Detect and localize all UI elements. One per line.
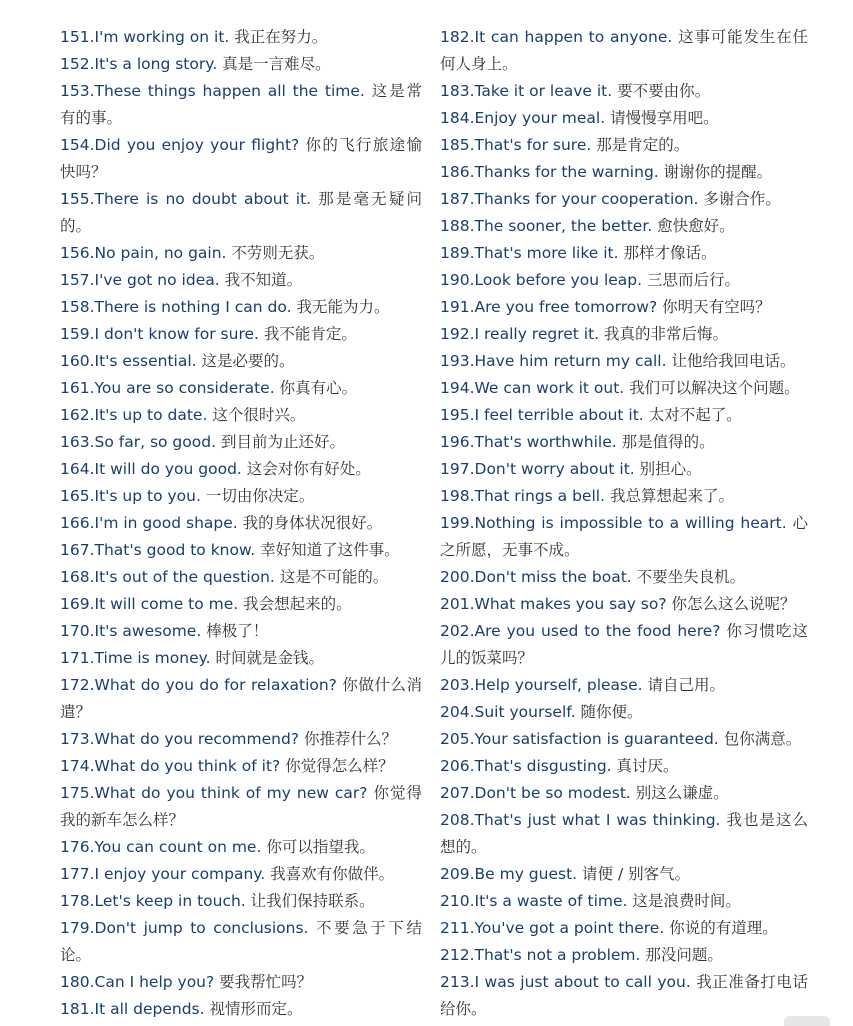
phrase-number: 197. bbox=[440, 460, 475, 478]
phrase-english: What makes you say so? bbox=[474, 595, 667, 613]
phrase-chinese: 一切由你决定。 bbox=[205, 487, 315, 505]
phrase-entry bbox=[440, 699, 808, 726]
phrase-number: 189. bbox=[440, 244, 475, 262]
phrase-english: So far, so good. bbox=[94, 433, 217, 451]
phrase-number: 172. bbox=[60, 676, 95, 694]
phrase-entry bbox=[440, 456, 808, 483]
phrase-chinese: 你习惯吃这儿的饭菜吗？ bbox=[440, 622, 808, 667]
phrase-entry bbox=[440, 78, 808, 105]
phrase-number: 199. bbox=[440, 514, 475, 532]
phrase-number: 177. bbox=[60, 865, 95, 883]
phrase-number: 155. bbox=[60, 190, 95, 208]
phrase-number: 156. bbox=[60, 244, 95, 262]
phrase-entry bbox=[60, 24, 422, 51]
phrase-entry bbox=[60, 267, 422, 294]
phrase-entry bbox=[60, 348, 422, 375]
phrase-number: 207. bbox=[440, 784, 475, 802]
phrase-english: Let's keep in touch. bbox=[94, 892, 246, 910]
phrase-entry bbox=[440, 105, 808, 132]
phrase-chinese: 我总算想起来了。 bbox=[609, 487, 734, 505]
phrase-english: It's up to date. bbox=[94, 406, 208, 424]
phrase-chinese: 我正准备打电话给你。 bbox=[440, 973, 808, 1018]
phrase-number: 169. bbox=[60, 595, 95, 613]
phrase-english: Take it or leave it. bbox=[474, 82, 613, 100]
phrase-chinese: 真是一言难尽。 bbox=[222, 55, 331, 73]
phrase-number: 170. bbox=[60, 622, 95, 640]
phrase-english: It can happen to anyone. bbox=[474, 28, 673, 46]
phrase-english: It's up to you. bbox=[94, 487, 201, 505]
phrase-number: 195. bbox=[440, 406, 475, 424]
phrase-entry bbox=[60, 915, 422, 969]
phrase-number: 202. bbox=[440, 622, 475, 640]
phrase-chinese: 别担心。 bbox=[639, 460, 702, 478]
phrase-entry bbox=[440, 888, 808, 915]
phrase-entry bbox=[60, 996, 422, 1023]
phrase-chinese: 我正在努力。 bbox=[234, 28, 328, 46]
phrase-number: 209. bbox=[440, 865, 475, 883]
phrase-number: 164. bbox=[60, 460, 95, 478]
phrase-number: 201. bbox=[440, 595, 475, 613]
phrase-english: It will do you good. bbox=[94, 460, 242, 478]
phrase-english: Look before you leap. bbox=[474, 271, 643, 289]
phrase-chinese: 三思而后行。 bbox=[647, 271, 741, 289]
phrase-entry bbox=[60, 510, 422, 537]
phrase-entry bbox=[60, 402, 422, 429]
phrase-number: 175. bbox=[60, 784, 95, 802]
phrase-chinese: 时间就是金钱。 bbox=[215, 649, 324, 667]
phrase-chinese: 我会想起来的。 bbox=[243, 595, 352, 613]
phrase-number: 179. bbox=[60, 919, 95, 937]
phrase-english: Suit yourself. bbox=[474, 703, 576, 721]
phrase-chinese: 请自己用。 bbox=[647, 676, 726, 694]
phrase-english: I really regret it. bbox=[474, 325, 600, 343]
phrase-number: 182. bbox=[440, 28, 475, 46]
phrase-number: 160. bbox=[60, 352, 95, 370]
phrase-chinese: 不要急于下结论。 bbox=[60, 919, 422, 964]
phrase-entry bbox=[60, 834, 422, 861]
phrase-entry bbox=[60, 186, 422, 240]
phrase-chinese: 视情形而定。 bbox=[209, 1000, 303, 1018]
phrase-entry bbox=[440, 564, 808, 591]
phrase-chinese: 我的身体状况很好。 bbox=[242, 514, 383, 532]
phrase-english: Your satisfaction is guaranteed. bbox=[474, 730, 719, 748]
phrase-english: It will come to me. bbox=[94, 595, 239, 613]
phrase-number: 157. bbox=[60, 271, 95, 289]
phrase-entry bbox=[60, 51, 422, 78]
phrase-entry bbox=[60, 672, 422, 726]
phrase-english: Are you free tomorrow? bbox=[474, 298, 658, 316]
phrase-chinese: 我不能肯定。 bbox=[263, 325, 357, 343]
phrase-number: 168. bbox=[60, 568, 95, 586]
phrase-chinese: 这事可能发生在任何人身上。 bbox=[440, 28, 808, 73]
phrase-english: Help yourself, please. bbox=[474, 676, 643, 694]
phrase-chinese: 那是肯定的。 bbox=[596, 136, 690, 154]
phrase-chinese: 随你便。 bbox=[580, 703, 643, 721]
phrase-english: Don't be so modest. bbox=[474, 784, 631, 802]
phrase-chinese: 不要坐失良机。 bbox=[636, 568, 746, 586]
phrase-number: 154. bbox=[60, 136, 95, 154]
phrase-entry bbox=[440, 726, 808, 753]
phrase-number: 180. bbox=[60, 973, 95, 991]
phrase-entry bbox=[60, 456, 422, 483]
phrase-entry bbox=[440, 267, 808, 294]
phrase-english: You can count on me. bbox=[94, 838, 262, 856]
phrase-entry bbox=[440, 348, 808, 375]
phrase-entry bbox=[60, 294, 422, 321]
phrase-entry bbox=[60, 321, 422, 348]
phrase-english: That's disgusting. bbox=[474, 757, 612, 775]
phrase-number: 190. bbox=[440, 271, 475, 289]
phrase-chinese: 你做什么消遣？ bbox=[60, 676, 422, 721]
phrase-entry bbox=[440, 780, 808, 807]
phrase-english: It's essential. bbox=[94, 352, 197, 370]
phrase-chinese: 那样才像话。 bbox=[623, 244, 717, 262]
phrase-english: I'm working on it. bbox=[94, 28, 230, 46]
phrase-entry bbox=[60, 591, 422, 618]
phrase-number: 204. bbox=[440, 703, 475, 721]
phrase-chinese: 这会对你有好处。 bbox=[246, 460, 371, 478]
phrase-english: I'm in good shape. bbox=[94, 514, 238, 532]
phrase-english: There is nothing I can do. bbox=[94, 298, 292, 316]
phrase-number: 206. bbox=[440, 757, 475, 775]
phrase-english: Don't worry about it. bbox=[474, 460, 635, 478]
phrase-english: Did you enjoy your flight? bbox=[94, 136, 300, 154]
phrase-number: 158. bbox=[60, 298, 95, 316]
phrase-english: Have him return my call. bbox=[474, 352, 667, 370]
phrase-number: 212. bbox=[440, 946, 475, 964]
phrase-number: 191. bbox=[440, 298, 475, 316]
phrase-chinese: 我们可以解决这个问题。 bbox=[629, 379, 800, 397]
phrase-number: 186. bbox=[440, 163, 475, 181]
phrase-entry bbox=[440, 807, 808, 861]
phrase-number: 194. bbox=[440, 379, 475, 397]
phrase-english: It all depends. bbox=[94, 1000, 205, 1018]
phrase-chinese: 要我帮忙吗？ bbox=[219, 973, 313, 991]
phrase-english: What do you think of it? bbox=[94, 757, 281, 775]
phrase-entry bbox=[440, 753, 808, 780]
phrase-number: 178. bbox=[60, 892, 95, 910]
phrase-number: 185. bbox=[440, 136, 475, 154]
phrase-english: Nothing is impossible to a willing heart. bbox=[474, 514, 787, 532]
phrase-english: That's just what I was thinking. bbox=[474, 811, 721, 829]
phrase-chinese: 别这么谦虚。 bbox=[635, 784, 729, 802]
phrase-chinese: 让我们保持联系。 bbox=[250, 892, 375, 910]
phrase-number: 163. bbox=[60, 433, 95, 451]
phrase-number: 161. bbox=[60, 379, 95, 397]
phrase-number: 159. bbox=[60, 325, 95, 343]
left-column bbox=[60, 24, 422, 1023]
phrase-chinese: 你觉得怎么样？ bbox=[285, 757, 394, 775]
phrase-english: Are you used to the food here? bbox=[474, 622, 721, 640]
phrase-entry bbox=[60, 537, 422, 564]
phrase-chinese: 请便 / 别客气。 bbox=[582, 865, 691, 883]
phrase-entry bbox=[440, 969, 808, 1023]
phrase-number: 174. bbox=[60, 757, 95, 775]
phrase-entry bbox=[440, 510, 808, 564]
phrase-chinese: 这是浪费时间。 bbox=[632, 892, 741, 910]
phrase-english: I feel terrible about it. bbox=[474, 406, 644, 424]
phrase-entry bbox=[60, 618, 422, 645]
phrase-chinese: 我无能为力。 bbox=[296, 298, 390, 316]
phrase-english: There is no doubt about it. bbox=[94, 190, 312, 208]
phrase-number: 205. bbox=[440, 730, 475, 748]
phrase-entry bbox=[440, 159, 808, 186]
phrase-chinese: 棒极了！ bbox=[206, 622, 269, 640]
phrase-english: No pain, no gain. bbox=[94, 244, 227, 262]
phrase-english: These things happen all the time. bbox=[94, 82, 365, 100]
phrase-chinese: 这是不可能的。 bbox=[279, 568, 389, 586]
phrase-number: 176. bbox=[60, 838, 95, 856]
phrase-chinese: 包你满意。 bbox=[723, 730, 802, 748]
phrase-number: 203. bbox=[440, 676, 475, 694]
phrase-entry bbox=[440, 132, 808, 159]
right-column bbox=[440, 24, 808, 1023]
phrase-entry bbox=[60, 780, 422, 834]
phrase-english: I've got no idea. bbox=[94, 271, 220, 289]
phrase-number: 196. bbox=[440, 433, 475, 451]
phrase-chinese: 你真有心。 bbox=[279, 379, 358, 397]
phrase-entry bbox=[60, 753, 422, 780]
phrase-chinese: 我喜欢有你做伴。 bbox=[270, 865, 395, 883]
phrase-entry bbox=[60, 375, 422, 402]
phrase-chinese: 你说的有道理。 bbox=[669, 919, 778, 937]
phrase-chinese: 那没问题。 bbox=[645, 946, 723, 964]
phrase-entry bbox=[60, 645, 422, 672]
phrase-number: 188. bbox=[440, 217, 475, 235]
phrase-chinese: 我不知道。 bbox=[224, 271, 303, 289]
phrase-english: That's not a problem. bbox=[474, 946, 641, 964]
phrase-english: Thanks for the warning. bbox=[474, 163, 659, 181]
phrase-chinese: 不劳则无获。 bbox=[231, 244, 325, 262]
phrase-entry bbox=[440, 24, 808, 78]
phrase-english: It's a long story. bbox=[94, 55, 218, 73]
phrase-english: That's good to know. bbox=[94, 541, 256, 559]
phrase-number: 187. bbox=[440, 190, 475, 208]
phrase-number: 173. bbox=[60, 730, 95, 748]
phrase-entry bbox=[440, 240, 808, 267]
phrase-entry bbox=[440, 321, 808, 348]
phrase-entry bbox=[440, 213, 808, 240]
phrase-english: Enjoy your meal. bbox=[474, 109, 606, 127]
phrase-entry bbox=[60, 240, 422, 267]
phrase-entry bbox=[440, 942, 808, 969]
phrase-english: It's out of the question. bbox=[94, 568, 275, 586]
phrase-entry bbox=[60, 969, 422, 996]
phrase-entry bbox=[440, 186, 808, 213]
phrase-english: You've got a point there. bbox=[474, 919, 665, 937]
phrase-chinese: 要不要由你。 bbox=[617, 82, 711, 100]
phrase-entry bbox=[440, 429, 808, 456]
phrase-number: 213. bbox=[440, 973, 475, 991]
phrase-chinese: 多谢合作。 bbox=[703, 190, 781, 208]
phrase-english: Don't jump to conclusions. bbox=[94, 919, 309, 937]
phrase-english: Can I help you? bbox=[94, 973, 215, 991]
phrase-english: I don't know for sure. bbox=[94, 325, 259, 343]
phrase-english: The sooner, the better. bbox=[474, 217, 653, 235]
phrase-english: It's awesome. bbox=[94, 622, 202, 640]
phrase-english: You are so considerate. bbox=[94, 379, 275, 397]
phrase-entry bbox=[440, 618, 808, 672]
phrase-english: Be my guest. bbox=[474, 865, 578, 883]
phrase-entry bbox=[440, 483, 808, 510]
phrase-number: 167. bbox=[60, 541, 95, 559]
phrase-english: What do you think of my new car? bbox=[94, 784, 368, 802]
phrase-chinese: 你怎么这么说呢？ bbox=[671, 595, 796, 613]
phrase-chinese: 这是常有的事。 bbox=[60, 82, 422, 127]
phrase-entry bbox=[440, 915, 808, 942]
phrase-chinese: 幸好知道了这件事。 bbox=[260, 541, 400, 559]
phrase-chinese: 心之所愿，无事不成。 bbox=[440, 514, 808, 559]
phrase-english: I enjoy your company. bbox=[94, 865, 266, 883]
phrase-chinese: 你明天有空吗？ bbox=[662, 298, 771, 316]
phrase-entry bbox=[440, 294, 808, 321]
phrase-entry bbox=[440, 375, 808, 402]
phrase-chinese: 我真的非常后悔。 bbox=[604, 325, 729, 343]
phrase-chinese: 请慢慢享用吧。 bbox=[610, 109, 719, 127]
phrase-chinese: 你的飞行旅途愉快吗？ bbox=[60, 136, 422, 181]
phrase-number: 184. bbox=[440, 109, 475, 127]
phrase-chinese: 你推荐什么？ bbox=[303, 730, 397, 748]
phrase-entry bbox=[60, 861, 422, 888]
phrase-english: That's for sure. bbox=[474, 136, 592, 154]
phrase-number: 198. bbox=[440, 487, 475, 505]
phrase-english: I was just about to call you. bbox=[474, 973, 691, 991]
phrase-entry bbox=[60, 483, 422, 510]
phrase-chinese: 让他给我回电话。 bbox=[671, 352, 796, 370]
phrase-chinese: 到目前为止还好。 bbox=[220, 433, 345, 451]
phrase-entry bbox=[60, 78, 422, 132]
phrase-number: 166. bbox=[60, 514, 95, 532]
phrase-number: 171. bbox=[60, 649, 95, 667]
phrase-entry bbox=[60, 564, 422, 591]
phrase-number: 210. bbox=[440, 892, 475, 910]
phrase-english: That's worthwhile. bbox=[474, 433, 617, 451]
phrase-entry bbox=[440, 591, 808, 618]
phrase-number: 193. bbox=[440, 352, 475, 370]
phrase-number: 211. bbox=[440, 919, 475, 937]
phrase-english: It's a waste of time. bbox=[474, 892, 628, 910]
phrase-english: What do you do for relaxation? bbox=[94, 676, 337, 694]
phrase-chinese: 你觉得我的新车怎么样？ bbox=[60, 784, 422, 829]
phrase-number: 181. bbox=[60, 1000, 95, 1018]
phrase-number: 165. bbox=[60, 487, 95, 505]
phrase-number: 183. bbox=[440, 82, 475, 100]
phrase-english: Time is money. bbox=[94, 649, 211, 667]
phrase-number: 208. bbox=[440, 811, 475, 829]
phrase-english: That rings a bell. bbox=[474, 487, 605, 505]
phrase-number: 153. bbox=[60, 82, 95, 100]
phrase-english: Don't miss the boat. bbox=[474, 568, 632, 586]
phrase-chinese: 这个很时兴。 bbox=[212, 406, 306, 424]
phrase-entry bbox=[60, 888, 422, 915]
phrase-chinese: 你可以指望我。 bbox=[266, 838, 375, 856]
phrase-english: What do you recommend? bbox=[94, 730, 300, 748]
phrase-number: 162. bbox=[60, 406, 95, 424]
phrase-entry bbox=[60, 132, 422, 186]
phrase-entry bbox=[440, 861, 808, 888]
phrase-chinese: 愈快愈好。 bbox=[657, 217, 735, 235]
phrase-entry bbox=[60, 429, 422, 456]
phrase-entry bbox=[440, 672, 808, 699]
phrase-chinese: 真讨厌。 bbox=[616, 757, 679, 775]
phrase-chinese: 我也是这么想的。 bbox=[440, 811, 808, 856]
phrase-chinese: 那是值得的。 bbox=[621, 433, 715, 451]
phrase-chinese: 那是毫无疑问的。 bbox=[60, 190, 422, 235]
phrase-chinese: 谢谢你的提醒。 bbox=[663, 163, 773, 181]
phrase-english: Thanks for your cooperation. bbox=[474, 190, 699, 208]
phrase-number: 152. bbox=[60, 55, 95, 73]
phrase-chinese: 太对不起了。 bbox=[648, 406, 742, 424]
phrase-entry bbox=[60, 726, 422, 753]
phrase-english: That's more like it. bbox=[474, 244, 619, 262]
phrase-chinese: 这是必要的。 bbox=[201, 352, 295, 370]
phrase-number: 192. bbox=[440, 325, 475, 343]
scroll-handle[interactable] bbox=[784, 1016, 830, 1026]
phrase-number: 200. bbox=[440, 568, 475, 586]
phrase-english: We can work it out. bbox=[474, 379, 625, 397]
phrase-entry bbox=[440, 402, 808, 429]
phrase-number: 151. bbox=[60, 28, 95, 46]
